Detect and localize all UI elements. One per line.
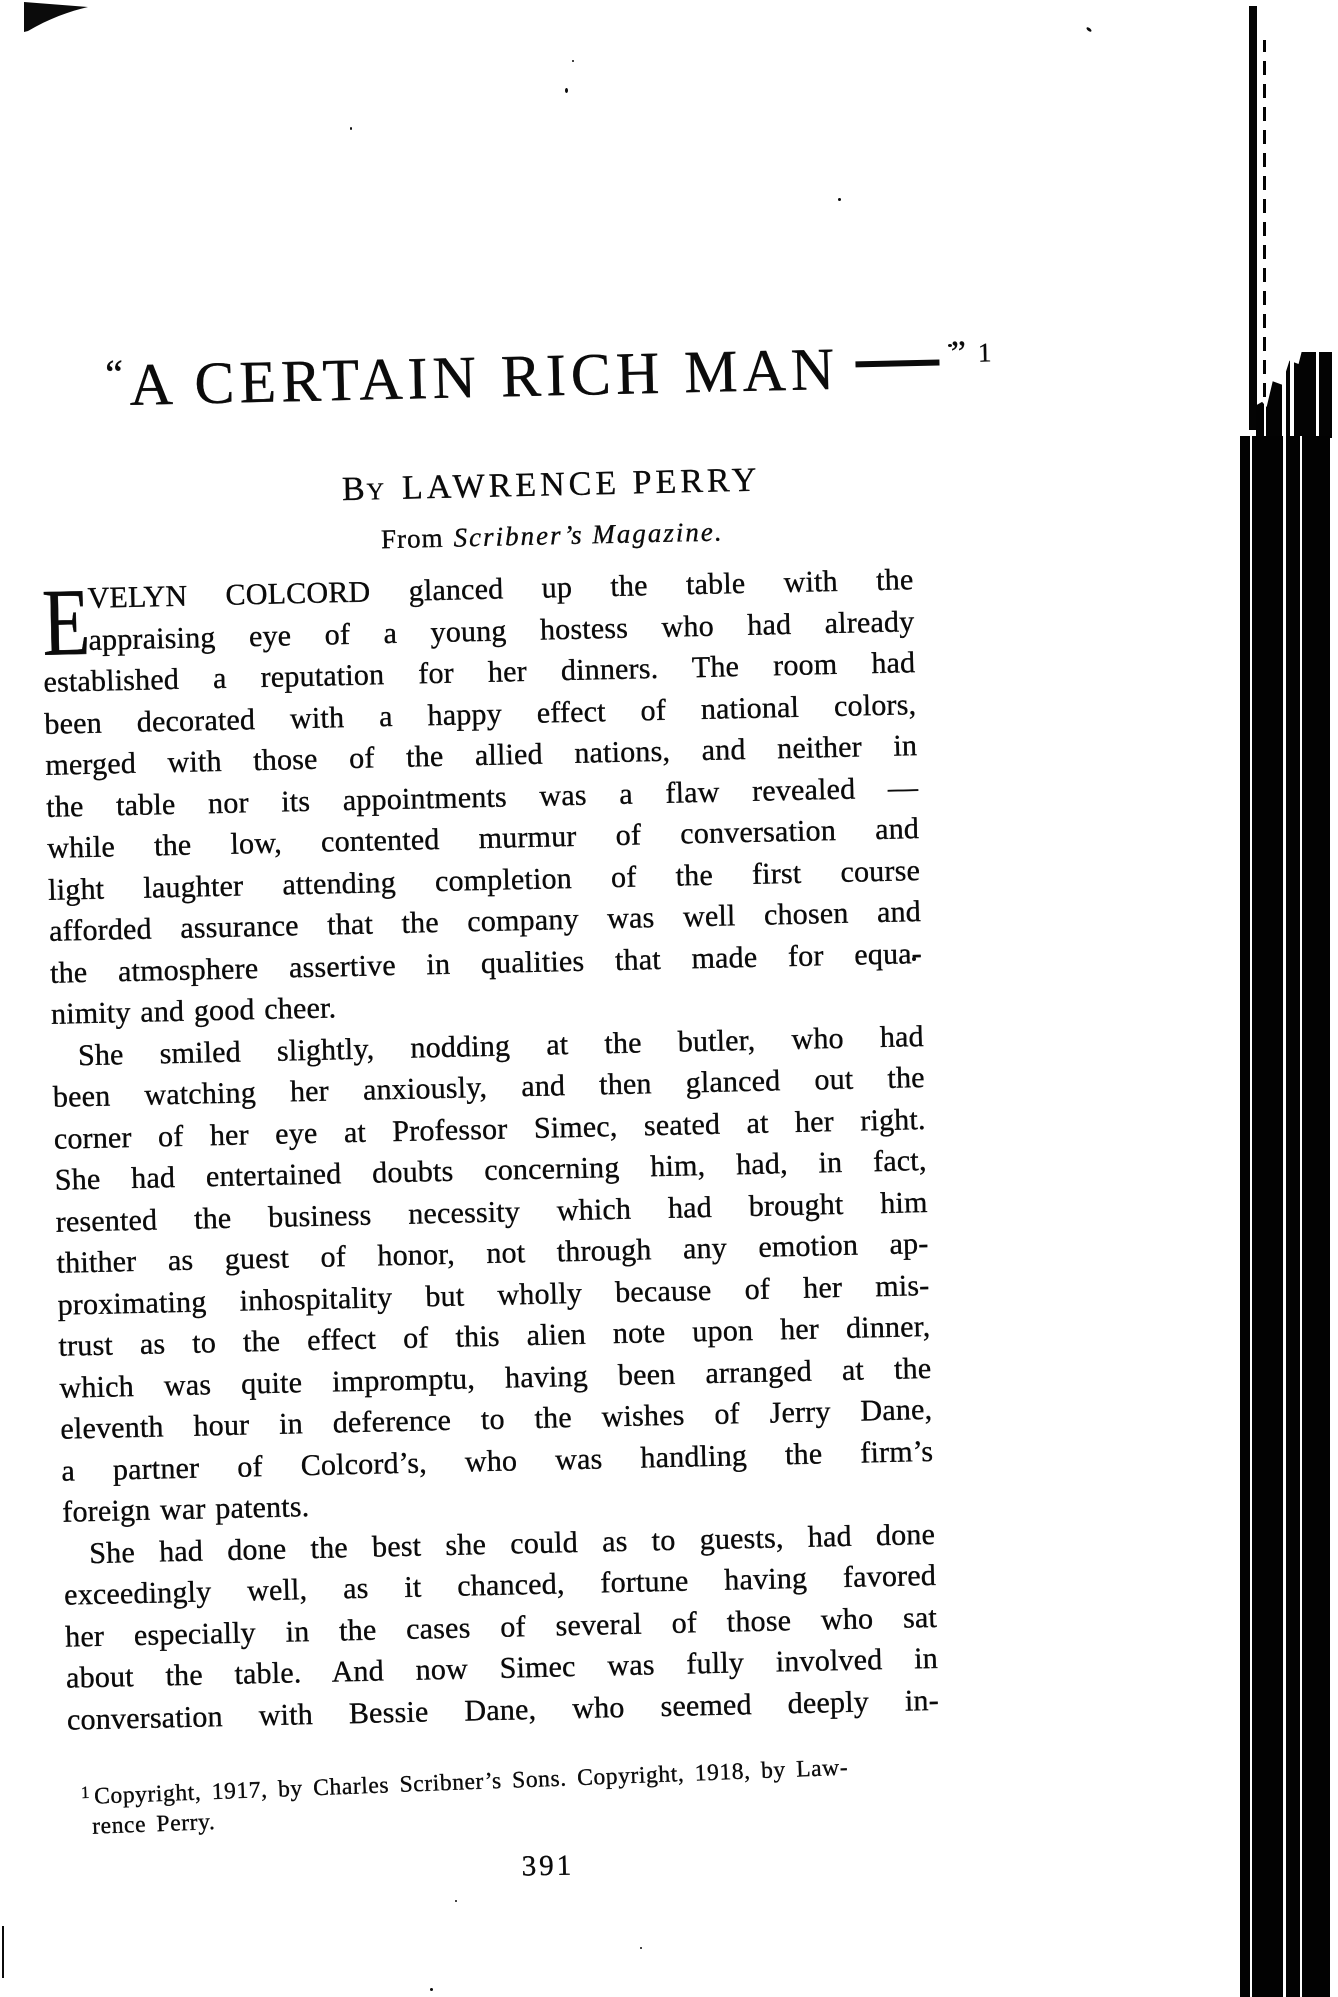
- footnote-marker: 1: [80, 1782, 91, 1803]
- source-prefix: From: [380, 522, 444, 555]
- body-line: nimity and good cheer.: [50, 991, 337, 1031]
- body-text: [41, 559, 939, 1740]
- page-content: [36, 329, 1094, 1843]
- body-line: about the table. And now Simec was fully involved in: [65, 1641, 939, 1695]
- title-text: A CERTAIN RICH MAN: [128, 335, 840, 418]
- body-line: eleventh hour in deference to the wishes of Jerry Dane,: [60, 1392, 933, 1446]
- story-title: [36, 329, 1061, 422]
- publication-name: Scribner’s Magazine.: [453, 516, 724, 553]
- footnote-text: Copyright, 1917, by Charles Scribner’s Sons. Copyright, 1918, by Law-: [93, 1754, 849, 1810]
- body-line: which was quite impromptu, having been arranged at the: [59, 1351, 932, 1405]
- scan-edge-artifact: [1240, 436, 1330, 1997]
- body-line: established a reputation for her dinners. The room had: [43, 646, 916, 699]
- open-quote: “: [104, 351, 124, 397]
- body-line: trust as to the effect of this alien note upon her dinner,: [58, 1309, 931, 1363]
- body-line: the table nor its appointments was a flaw revealed —: [45, 770, 919, 824]
- body-line: appraising eye of a young hostess who had already: [88, 604, 915, 657]
- scan-speck: [430, 1988, 433, 1991]
- body-line: resented the business necessity which had brought him: [55, 1185, 928, 1239]
- body-line: exceedingly well, as it chanced, fortune having favored: [63, 1558, 937, 1612]
- paragraph: [41, 559, 923, 1035]
- body-line: a partner of Colcord’s, who was handling the firm’s: [61, 1434, 934, 1488]
- title-dash: [855, 360, 939, 368]
- body-line: foreign war patents.: [61, 1490, 310, 1529]
- body-line: conversation with Bessie Dane, who seemed deeply in-: [66, 1683, 940, 1737]
- paragraph: [52, 1016, 935, 1534]
- body-line: been decorated with a happy effect of national colors,: [44, 687, 917, 741]
- byline: [39, 455, 1064, 516]
- source-attribution: [40, 509, 1064, 563]
- body-line: She had done the best she could as to guests, had done: [88, 1517, 936, 1570]
- body-line: She smiled slightly, nodding at the butler, who had: [77, 1019, 925, 1072]
- paragraph: [63, 1513, 939, 1740]
- body-line: light laughter attending completion of the first course: [47, 853, 921, 907]
- scan-speck: [1086, 26, 1093, 32]
- body-line: thither as guest of honor, not through any emotion ap-: [56, 1226, 929, 1280]
- scan-speck: [455, 1900, 457, 1902]
- scan-edge-artifact: [1256, 352, 1332, 438]
- author-name: LAWRENCE PERRY: [401, 461, 761, 507]
- body-line: the atmosphere assertive in qualities that made for equa-: [49, 936, 923, 990]
- body-line: merged with those of the allied nations, and neither in: [45, 729, 918, 782]
- page-number: 391: [521, 1849, 575, 1883]
- body-line: afforded assurance that the company was well chosen and: [48, 895, 922, 948]
- body-line: proximating inhospitality but wholly because of her mis-: [57, 1268, 930, 1322]
- body-line: She had entertained doubts concerning him, had, in fact,: [54, 1144, 927, 1197]
- title-footnote-reference: 1: [977, 337, 992, 368]
- close-quote: ”: [950, 334, 967, 373]
- body-line: her especially in the cases of several of those who sat: [64, 1600, 938, 1654]
- body-line: VELYN COLCORD glanced up the table with the: [87, 563, 914, 615]
- scan-speck: [640, 1947, 642, 1949]
- scan-edge-artifact: [1249, 6, 1257, 430]
- scan-edge-artifact: [1263, 40, 1266, 420]
- scan-speck: [565, 88, 568, 93]
- scan-edge-artifact: [2, 1926, 4, 1978]
- footnote: [68, 1744, 976, 1843]
- body-line: been watching her anxiously, and then glanced out the: [52, 1061, 926, 1114]
- footnote-line: rence Perry.: [91, 1809, 216, 1840]
- body-line: corner of her eye at Professor Simec, seated at her right.: [53, 1102, 927, 1156]
- byline-prefix: By: [341, 470, 387, 509]
- scan-speck: [350, 127, 352, 130]
- drop-cap: E: [40, 567, 92, 676]
- scan-speck: [838, 198, 841, 201]
- scan-corner-mark: [24, 0, 90, 34]
- scan-speck: [572, 60, 574, 62]
- body-line: while the low, contented murmur of conversation and: [46, 812, 920, 865]
